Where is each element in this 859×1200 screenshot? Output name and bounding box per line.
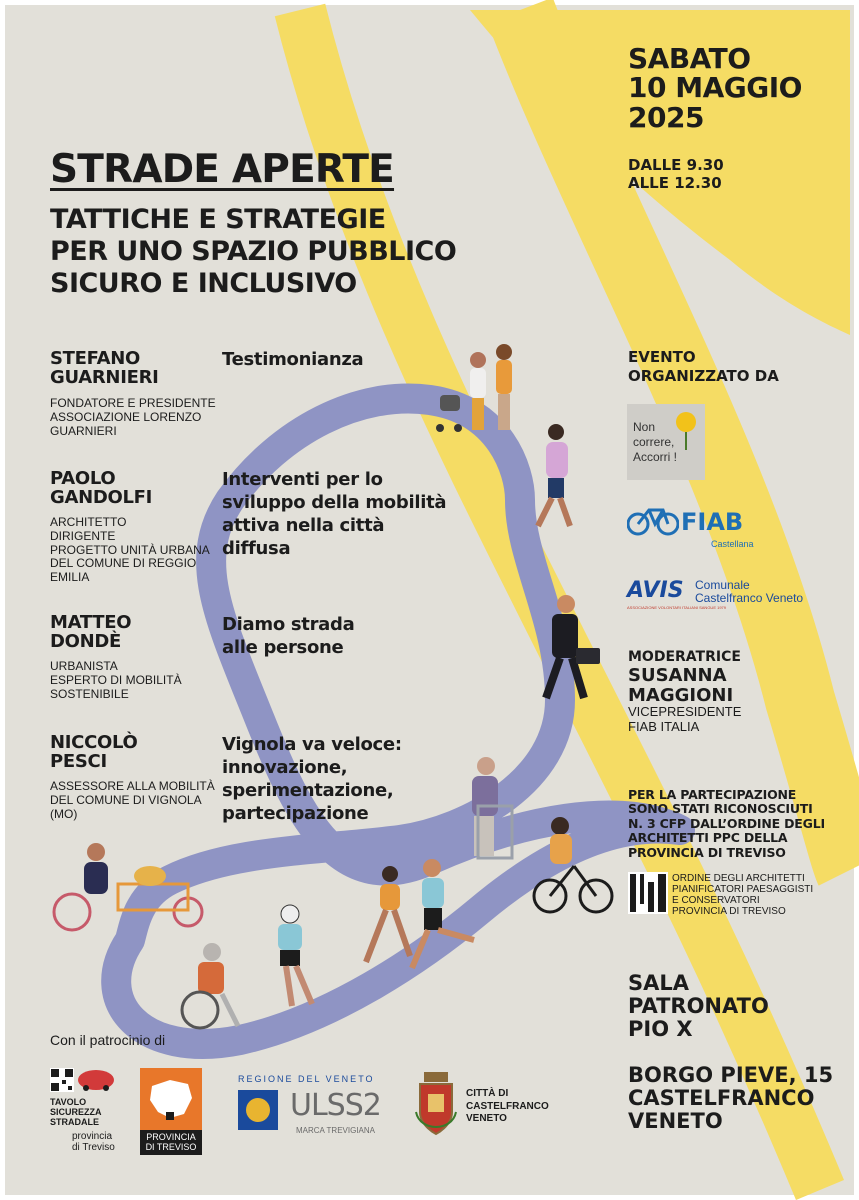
ordine-architetti-text: ORDINE DEGLI ARCHITETTI PIANIFICATORI PAESAGGISTI E CONSERVATORI PROVINCIA DI TREVISO xyxy=(672,873,814,917)
talk-title: Vignola va veloce: innovazione, sperimentazione, partecipazione xyxy=(222,734,402,825)
lion-of-st-mark-icon xyxy=(238,1090,278,1130)
event-subtitle: TATTICHE E STRATEGIE PER UNO SPAZIO PUBBLICO SICURO E INCLUSIVO xyxy=(50,204,457,299)
fiab-subtext: Castellana xyxy=(711,539,754,549)
organizer-heading: EVENTO ORGANIZZATO DA xyxy=(628,348,779,385)
talk-title: Interventi per lo sviluppo della mobilità attiva nella città diffusa xyxy=(222,469,447,560)
event-title: STRADE APERTE xyxy=(50,147,395,192)
castelfranco-logo xyxy=(414,1072,549,1152)
provincia-map-icon xyxy=(140,1068,202,1130)
tavolo-text: TAVOLO SICUREZZA STRADALE xyxy=(50,1097,102,1127)
venue-address: BORGO PIEVE, 15 CASTELFRANCO VENETO xyxy=(628,1063,834,1134)
moderator-label: MODERATRICE xyxy=(628,649,741,665)
ordine-architetti-logo xyxy=(628,872,828,918)
fiab-logo xyxy=(627,500,757,552)
event-time: DALLE 9.30 ALLE 12.30 xyxy=(628,156,724,192)
patronage-label: Con il patrocinio di xyxy=(50,1032,166,1048)
cfp-credits: PER LA PARTECIPAZIONE SONO STATI RICONOSCIUTI N. 3 CFP DALL’ORDINE DEGLI ARCHITETTI PPC DELLA PROVINCIA DI TREVISO xyxy=(628,787,825,860)
speaker-name: PAOLO GANDOLFI xyxy=(50,468,153,508)
speaker-name: MATTEO DONDÈ xyxy=(50,612,132,652)
marca-trevigiana-text: MARCA TREVIGIANA xyxy=(296,1126,375,1135)
dandelion-icon xyxy=(671,410,701,450)
qr-code-icon xyxy=(50,1068,74,1092)
coat-of-arms-icon xyxy=(414,1072,458,1142)
speaker-name: NICCOLÒ PESCI xyxy=(50,732,138,772)
avis-comunale-text: Comunale Castelfranco Veneto xyxy=(695,578,804,605)
talk-title: Testimonianza xyxy=(222,349,364,370)
moderator-role: VICEPRESIDENTE FIAB ITALIA xyxy=(628,704,742,734)
regione-veneto-text: REGIONE DEL VENETO xyxy=(238,1074,375,1084)
speaker-name: STEFANO GUARNIERI xyxy=(50,348,159,388)
avis-small-text: ASSOCIAZIONE VOLONTARI ITALIANI SANGUE 1979 xyxy=(627,605,726,610)
provincia-emblem xyxy=(140,1068,202,1130)
speaker-role: FONDATORE E PRESIDENTE ASSOCIAZIONE LORENZO GUARNIERI xyxy=(50,396,216,438)
fiab-text: FIAB xyxy=(681,508,744,536)
speaker-role: ARCHITETTO DIRIGENTE PROGETTO UNITÀ URBANA DEL COMUNE DI REGGIO EMILIA xyxy=(50,515,210,585)
speaker-role: ASSESSORE ALLA MOBILITÀ DEL COMUNE DI VIGNOLA (MO) xyxy=(50,779,215,821)
car-icon xyxy=(76,1068,116,1092)
non-correre-text: Non correre, Accorri ! xyxy=(633,420,678,464)
venue-hall: SALA PATRONATO PIO X xyxy=(628,971,769,1042)
provincia-text: PROVINCIA DI TREVISO xyxy=(140,1130,202,1155)
moderator-name: SUSANNA MAGGIONI xyxy=(628,665,734,706)
tavolo-subtext: provincia di Treviso xyxy=(72,1131,115,1153)
bicycle-icon xyxy=(627,504,679,536)
talk-title: Diamo strada alle persone xyxy=(222,614,355,659)
provincia-treviso-logo xyxy=(140,1068,202,1154)
avis-logo xyxy=(627,578,827,612)
non-correre-logo xyxy=(627,404,705,480)
event-date: SABATO 10 MAGGIO 2025 xyxy=(628,42,802,134)
citta-castelfranco-text: CITTÀ DI CASTELFRANCO VENETO xyxy=(466,1088,549,1124)
tavolo-sicurezza-logo xyxy=(50,1066,120,1156)
speaker-role: URBANISTA ESPERTO DI MOBILITÀ SOSTENIBILE xyxy=(50,659,182,701)
avis-text: AVIS xyxy=(627,578,684,603)
ulss2-text: ULSS2 xyxy=(290,1088,381,1123)
ulss2-logo xyxy=(238,1074,381,1140)
ordine-architetti-icon xyxy=(628,872,668,914)
